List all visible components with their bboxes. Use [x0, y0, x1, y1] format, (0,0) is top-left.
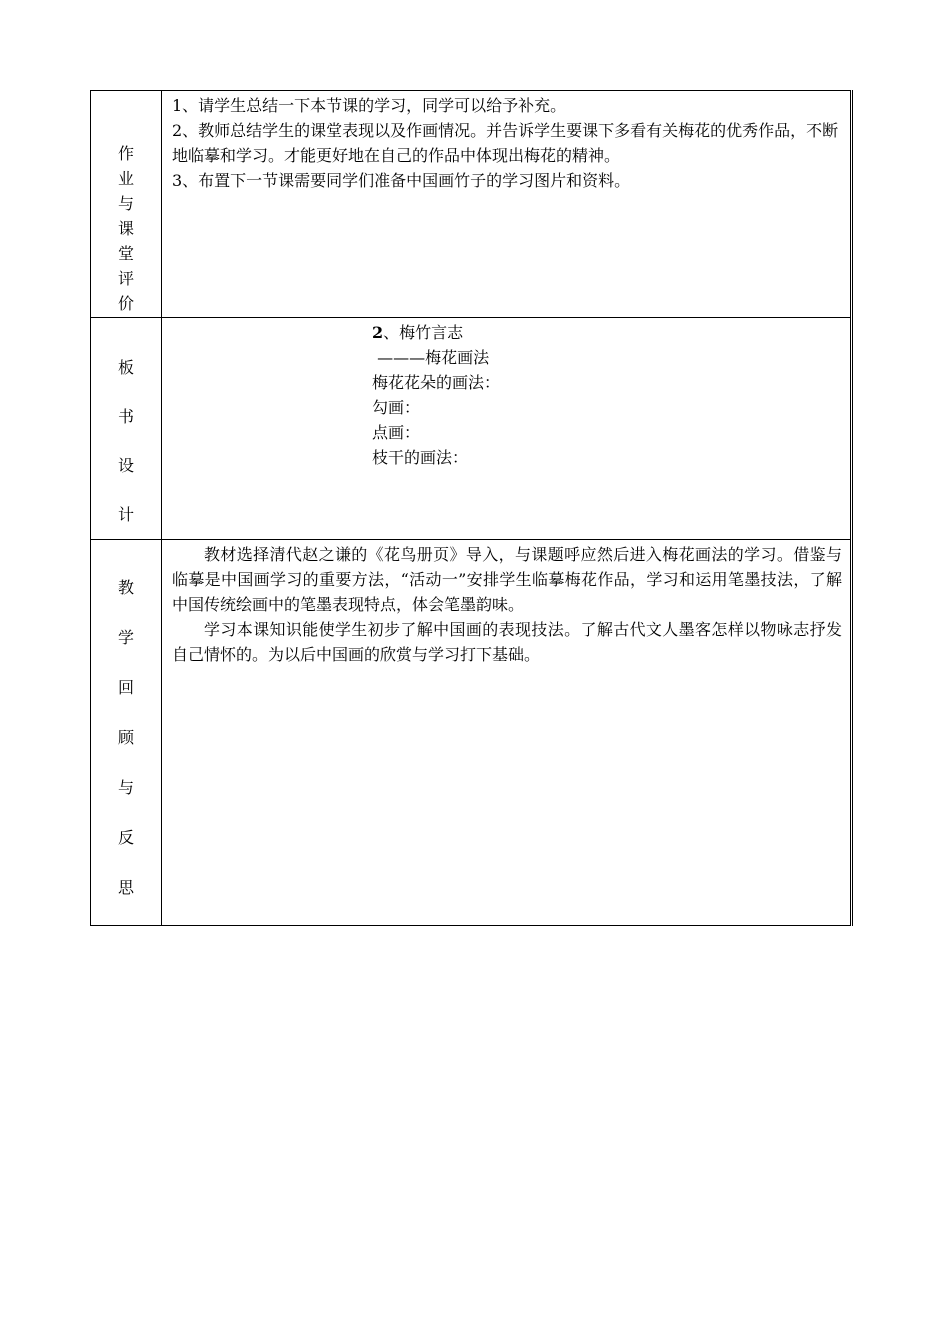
board-design-content: [162, 318, 852, 540]
teaching-review-label-cell: [91, 540, 162, 926]
teaching-review-content: [162, 540, 852, 926]
label-char: 评: [117, 269, 134, 288]
label-char: 回: [117, 678, 134, 697]
label-char: 反: [117, 828, 134, 847]
label-char: 作: [117, 144, 134, 163]
label-char: 板: [117, 358, 134, 377]
homework-item-1: 1、请学生总结一下本节课的学习，同学可以给予补充。: [172, 96, 567, 115]
board-design-block: [372, 320, 842, 470]
board-title-text: 、梅竹言志: [383, 323, 464, 342]
board-line-outline: 勾画：: [372, 398, 421, 417]
board-title: [372, 320, 842, 345]
board-design-label: [91, 318, 161, 539]
review-paragraph-1: 教材选择清代赵之谦的《花鸟册页》导入，与课题呼应然后进入梅花画法的学习。借鉴与临摹是中国画学习的重要方法，“活动一”安排学生临摹梅花作品，学习和运用笔墨技法，了解中国传统绘画中的笔墨表现特点，体会笔墨韵味。: [172, 545, 842, 614]
teaching-review-label: [91, 540, 161, 913]
label-char: 计: [117, 505, 134, 524]
board-design-row: [91, 318, 852, 540]
label-char: 思: [117, 878, 134, 897]
homework-evaluation-content: [162, 91, 852, 318]
teaching-review-row: [91, 540, 852, 926]
label-char: 与: [117, 194, 134, 213]
board-design-label-cell: [91, 318, 162, 540]
homework-item-2: 2、教师总结学生的课堂表现以及作画情况。并告诉学生要课下多看有关梅花的优秀作品，不断地临摹和学习。才能更好地在自己的作品中体现出梅花的精神。: [172, 121, 839, 165]
board-line-dot: 点画：: [372, 423, 421, 442]
label-char: 堂: [117, 244, 134, 263]
label-char: 书: [117, 407, 134, 426]
lesson-plan-table: [90, 90, 853, 926]
label-char: 教: [117, 578, 134, 597]
review-paragraph-2: 学习本课知识能使学生初步了解中国画的表现技法。了解古代文人墨客怎样以物咏志抒发自己情怀的。为以后中国画的欣赏与学习打下基础。: [172, 620, 842, 664]
label-char: 顾: [117, 728, 134, 747]
board-line-branch: 枝干的画法：: [372, 448, 469, 467]
homework-evaluation-label-cell: [91, 91, 162, 318]
label-char: 与: [117, 778, 134, 797]
label-char: 课: [117, 219, 134, 238]
board-subtitle: ———梅花画法: [372, 348, 490, 367]
board-line-flower: 梅花花朵的画法：: [372, 373, 501, 392]
label-char: 学: [117, 628, 134, 647]
label-char: 设: [117, 456, 134, 475]
homework-evaluation-label: [91, 91, 161, 316]
label-char: 业: [117, 169, 134, 188]
board-title-number: 2: [372, 323, 384, 342]
label-char: 价: [117, 294, 134, 313]
homework-evaluation-row: [91, 91, 852, 318]
homework-item-3: 3、布置下一节课需要同学们准备中国画竹子的学习图片和资料。: [172, 171, 631, 190]
